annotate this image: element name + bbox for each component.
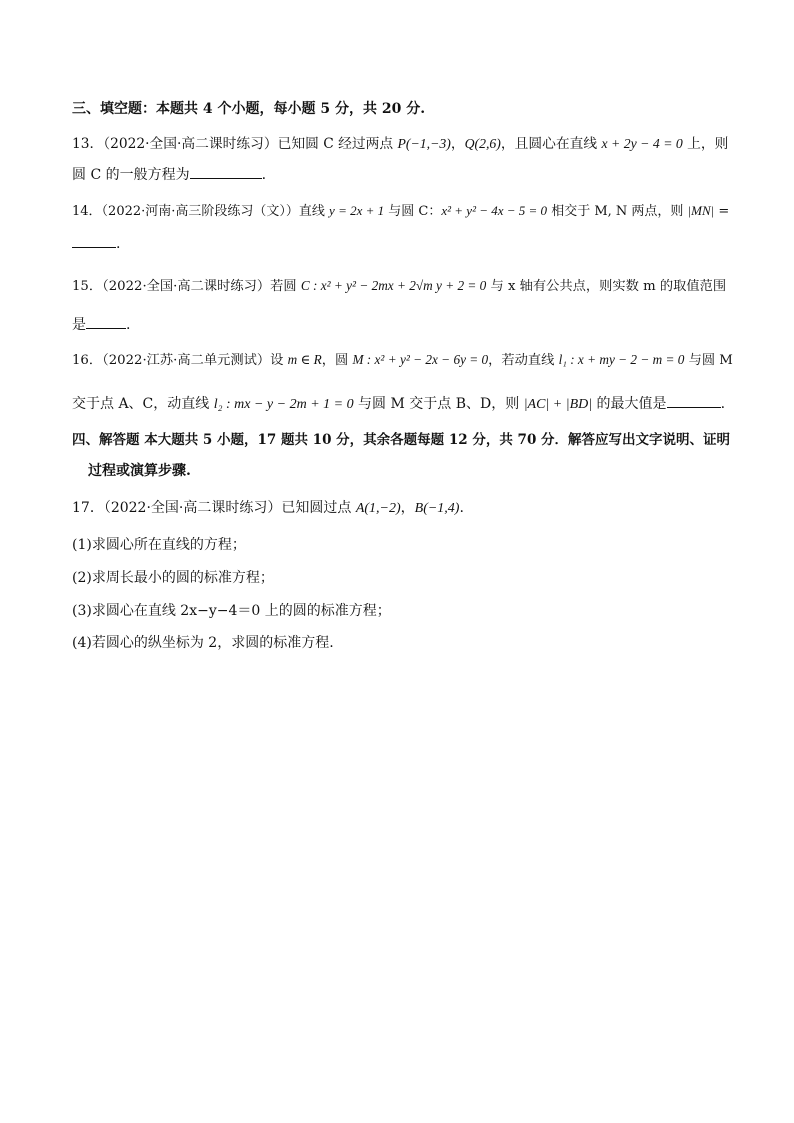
question-15-answer-blank[interactable] [86,314,126,329]
question-13-text-b: ，且圆心在直线 [500,136,602,152]
question-16-text-e: 交于点 A、C，动直线 [72,396,214,412]
question-16-answer-blank[interactable] [667,393,721,408]
question-17-part-1: (1)求圆心所在直线的方程； [72,537,246,553]
question-13-point-p: P(−1,−3) [397,136,451,151]
question-13-point-q: Q(2,6) [464,136,501,151]
question-15-line-1 [72,276,726,297]
question-15-text-c: 是 [72,317,86,333]
question-17-part-3: (3)求圆心在直线 2x−y−4＝0 上的圆的标准方程； [72,603,391,619]
question-14-text-a: 直线 [298,204,330,219]
question-13-text-a: 已知圆 C 经过两点 [277,136,398,152]
question-16-number: 16． [72,353,103,368]
question-16-end: . [720,396,726,412]
question-16-m-in-r: m ∈ R [287,352,322,367]
question-15-line-2 [72,314,130,335]
question-16-text-g: 的最大值是 [592,396,667,412]
question-13-line-1 [72,134,728,154]
question-16-text-a: 设 [270,353,288,368]
question-14-number: 14． [72,204,102,219]
question-15-text-a: 若圆 [270,279,301,294]
question-14-abs-mn: |MN| [687,203,715,218]
question-13-end: . [261,167,267,183]
question-17-point-b: B(−1,4) [414,501,460,516]
question-16-text-b: ，圆 [321,353,353,368]
question-14-answer-blank[interactable] [72,233,116,248]
section-3-heading: 三、填空题：本题共 4 个小题，每小题 5 分，共 20 分. [72,101,426,117]
question-17-number: 17． [72,500,104,516]
question-16-line-l2: l₂ : mx − y − 2m + 1 = 0 [213,397,354,412]
section-4-heading-line-1: 四、解答题 本大题共 5 小题，17 题共 10 分，其余各题每题 12 分，共 70 分．解答应写出文字说明、证明 [72,432,731,448]
question-13-source: （2022·全国·高二课时练习） [103,136,278,152]
question-13-text-d: 圆 C 的一般方程为 [72,167,190,183]
question-17-part-2: (2)求周长最小的圆的标准方程； [72,570,274,586]
question-14-source: （2022·河南·高三阶段练习（文）） [101,204,299,219]
question-17-source: （2022·全国·高二课时练习） [103,500,282,516]
question-17-separator: ， [400,500,415,516]
question-16-source: （2022·江苏·高二单元测试） [102,353,271,368]
question-15-text-b: 与 x 轴有公共点，则实数 m 的取值范围 [486,279,727,294]
section-4-heading-line-2: 过程或演算步骤. [88,463,191,479]
question-14-line-2 [72,233,120,254]
question-16-line-2 [72,393,725,415]
question-16-text-d: 与圆 M [684,353,733,368]
question-15-end: . [126,317,131,333]
question-16-text-c: ，若动直线 [488,353,559,368]
question-14-text-c: 相交于 M, N 两点，则 [547,204,688,219]
question-15-source: （2022·全国·高二课时练习） [102,279,271,294]
question-13-text-c: 上，则 [682,136,729,152]
question-17-point-a: A(1,−2) [355,501,401,516]
question-13-answer-blank[interactable] [190,164,262,179]
question-15-circle-equation: C : x² + y² − 2mx + 2√m y + 2 = 0 [300,278,487,293]
question-14-line-equation: y = 2x + 1 [329,203,385,218]
question-14-equals: = [714,204,730,219]
question-13-separator: ， [450,136,465,152]
question-14-circle-equation: x² + y² − 4x − 5 = 0 [441,203,548,218]
question-13-line-equation: x + 2y − 4 = 0 [601,136,683,151]
question-17-text-a: 已知圆过点 [281,500,356,516]
question-14-text-b: 与圆 C： [384,204,442,219]
question-17-end: . [459,500,464,516]
question-17-part-4: (4)若圆心的纵坐标为 2，求圆的标准方程. [72,635,334,651]
question-16-circle-equation: M : x² + y² − 2x − 6y = 0 [352,352,489,367]
question-16-line-l1: l₁ : x + my − 2 − m = 0 [558,352,685,367]
question-17-line-1 [72,498,464,519]
question-14-line-1 [72,201,729,222]
question-16-sum-expression: |AC| + |BD| [523,397,593,412]
question-13-number: 13． [72,136,104,152]
question-13-line-2 [72,164,266,185]
question-16-text-f: 与圆 M 交于点 B、D，则 [353,396,524,412]
question-15-number: 15． [72,279,103,294]
question-16-line-1 [72,350,733,371]
question-14-end: . [116,236,121,252]
